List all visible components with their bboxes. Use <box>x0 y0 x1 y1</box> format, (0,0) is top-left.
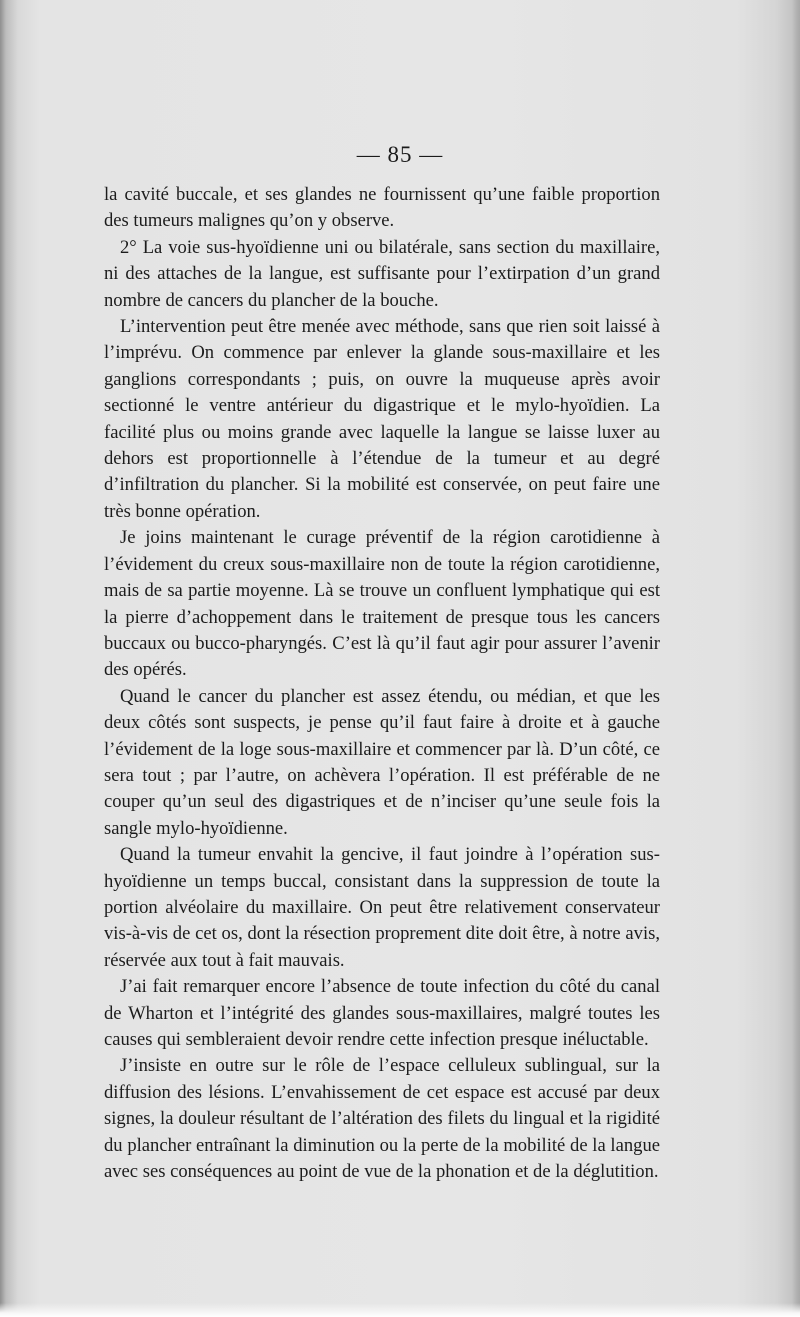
paragraph-6: Quand la tumeur envahit la gencive, il faut joindre à l’opération sus-hyoïdienne un temps buccal, consistant dans la suppression de toute la portion alvéolaire du maxillaire. On peut être relativement conservateur vis-à-vis de cet os, dont la résection proprement dite doit être, à notre avis, réservée aux tout à fait mauvais. <box>104 844 660 971</box>
paragraph-3: L’intervention peut être menée avec méthode, sans que rien soit laissé à l’imprévu. On commence par enlever la glande sous-maxillaire et les ganglions correspondants ; puis, on ouvre la muqueuse après avoir sectionné le ventre antérieur du digastrique et le mylo-hyoïdien. La facilité plus ou moins grande avec laquelle la langue se laisse luxer au dehors est proportionnelle à l’étendue de la tumeur et au degré d’infiltration du plancher. Si la mobilité est conservée, on peut faire une très bonne opération. <box>104 316 660 522</box>
page-bottom-margin <box>0 1303 800 1317</box>
body-text <box>104 182 660 1185</box>
page-number: — 85 — <box>356 142 444 167</box>
paragraph-8: J’insiste en outre sur le rôle de l’espace celluleux sublingual, sur la diffusion des lésions. L’envahissement de cet espace est accusé par deux signes, la douleur résultant de l’altération des filets du lingual et la rigidité du plancher entraînant la diminution ou la perte de la mobilité de la langue avec ses conséquences au point de vue de la phonation et de la déglutition. <box>104 1055 660 1183</box>
paragraph-2: 2° La voie sus-hyoïdienne uni ou bilatérale, sans section du maxillaire, ni des attaches de la langue, est suffisante pour l’extirpation d’un grand nombre de cancers du plancher de la bouche. <box>104 236 660 311</box>
paragraph-4: Je joins maintenant le curage préventif de la région carotidienne à l’évidement du creux sous-maxillaire non de toute la région carotidienne, mais de sa partie moyenne. Là se trouve un confluent lymphatique qui est la pierre d’achoppement dans le traitement de presque tous les cancers buccaux ou bucco-pharyngés. C’est là qu’il faut agir pour assurer l’avenir des opérés. <box>104 527 660 681</box>
paragraph-7: J’ai fait remarquer encore l’absence de toute infection du côté du canal de Wharton et l’intégrité des glandes sous-maxillaires, malgré toutes les causes qui sembleraient devoir rendre cette infection presque inéluctable. <box>104 976 660 1050</box>
paragraph-1: la cavité buccale, et ses glandes ne fournissent qu’une faible proportion des tumeurs malignes qu’on y observe. <box>104 184 660 232</box>
page-edge-shadow <box>792 0 800 1317</box>
paragraph-5: Quand le cancer du plancher est assez étendu, ou médian, et que les deux côtés sont suspects, je pense qu’il faut faire à droite et à gauche l’évidement de la loge sous-maxillaire et commencer par là. D’un côté, ce sera tout ; par l’autre, on achèvera l’opération. Il est préférable de ne couper qu’un seul des digastriques et de n’inciser qu’une seule fois la sangle mylo-hyoïdienne. <box>104 685 660 839</box>
